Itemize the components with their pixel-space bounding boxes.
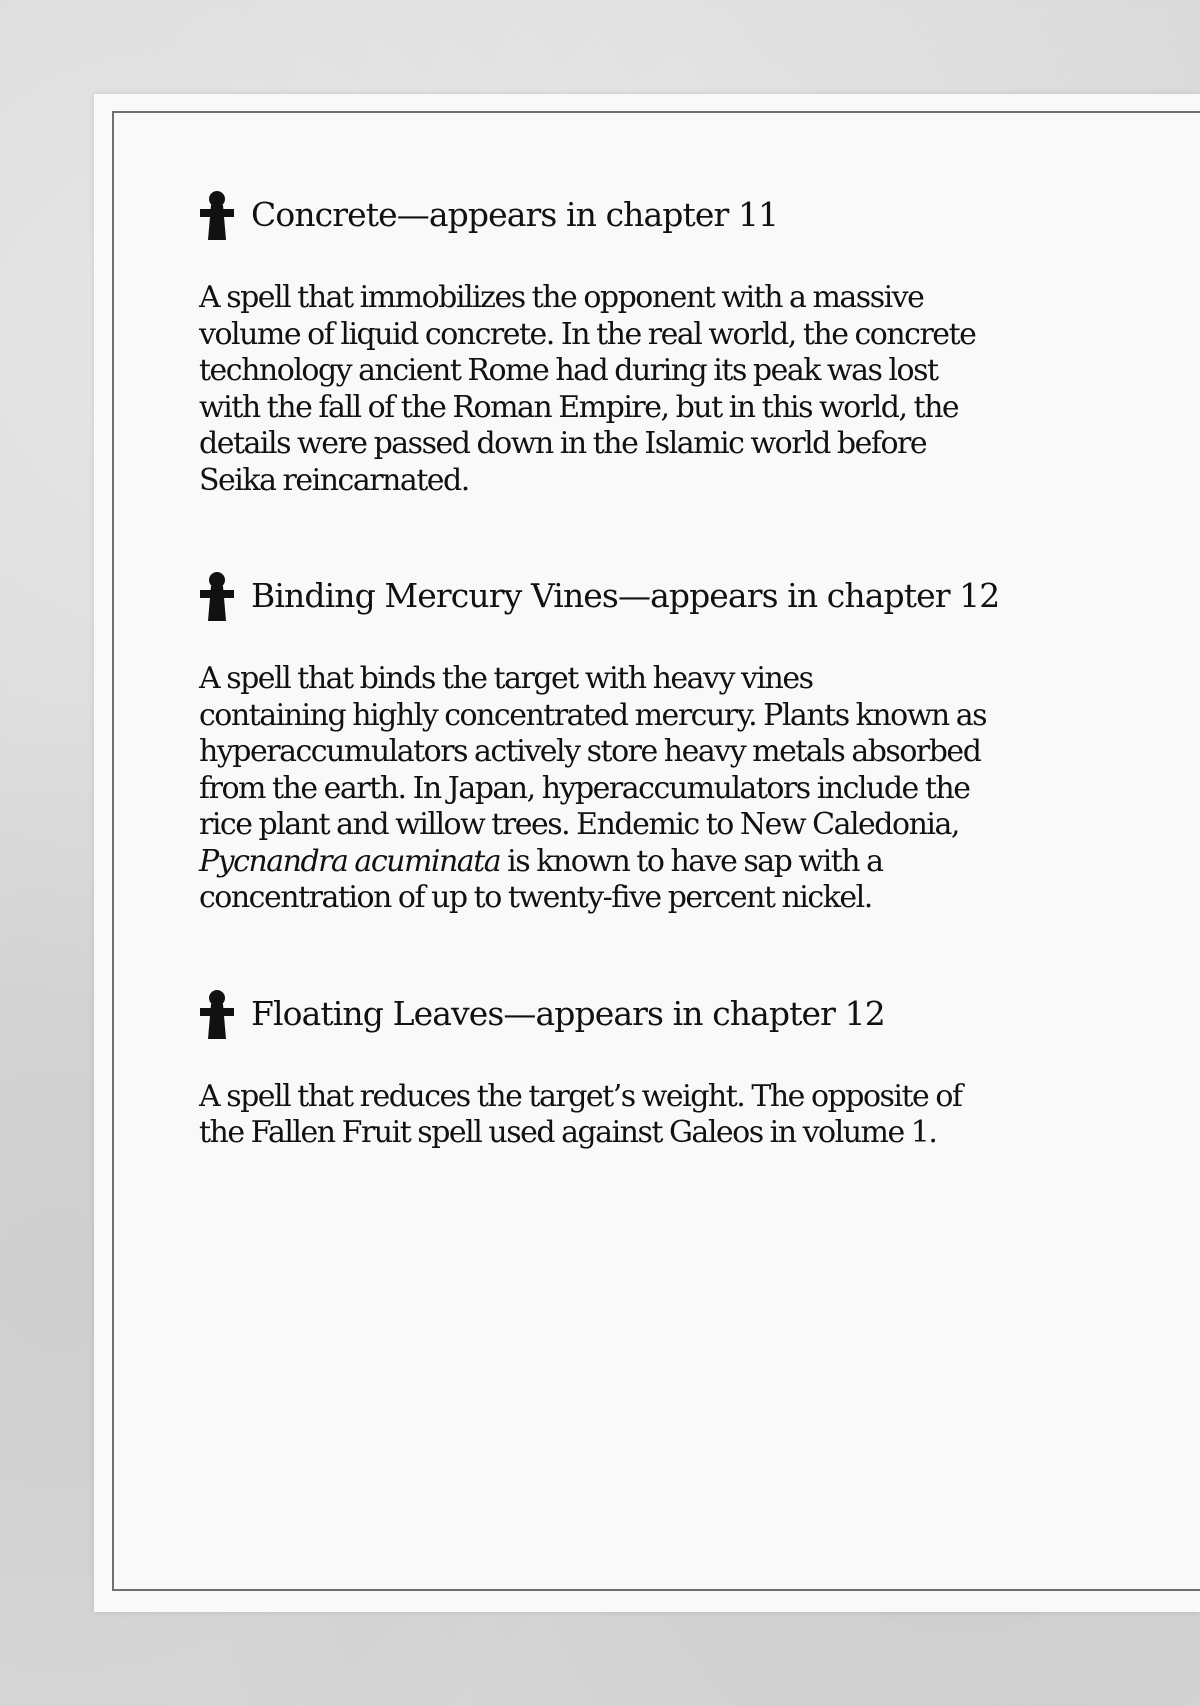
description-fragment: is known to have sap with a [500, 843, 883, 879]
description-line: A spell that immobilizes the opponent with a massive [199, 280, 924, 315]
glossary-entry-floating-leaves [199, 989, 1089, 1152]
species-name: Pycnandra acuminata [199, 843, 501, 879]
description-line: A spell that binds the target with heavy vines [199, 661, 813, 696]
glossary-content [199, 190, 1089, 1152]
keyhole-figure-icon [199, 989, 235, 1039]
entry-title: Binding Mercury Vines—appears in chapter 12 [251, 576, 1000, 615]
description-line: details were passed down in the Islamic world before [199, 426, 927, 461]
description-line: containing highly concentrated mercury. Plants known as [199, 697, 987, 733]
keyhole-figure-icon [199, 190, 235, 240]
description-line: from the earth. In Japan, hyperaccumulators include the [199, 770, 970, 806]
entry-heading [199, 190, 1089, 240]
description-line: hyperaccumulators actively store heavy metals absorbed [199, 734, 981, 769]
description-line: rice plant and willow trees. Endemic to New Caledonia, [199, 807, 959, 842]
description-line: with the fall of the Roman Empire, but in this world, the [199, 389, 959, 425]
description-line [199, 844, 1089, 881]
entry-heading [199, 571, 1089, 621]
description-line: technology ancient Rome had during its peak was lost [199, 353, 938, 388]
description-line: volume of liquid concrete. In the real world, the concrete [199, 316, 976, 352]
entry-description [199, 661, 1089, 917]
entry-heading [199, 989, 1089, 1039]
entry-title: Floating Leaves—appears in chapter 12 [251, 993, 885, 1033]
entry-title: Concrete—appears in chapter 11 [251, 195, 779, 234]
entry-description [199, 280, 1089, 499]
glossary-entry-binding-mercury-vines [199, 571, 1089, 917]
description-line: A spell that reduces the target’s weight. The opposite of [199, 1078, 962, 1114]
glossary-entry-concrete [199, 190, 1089, 499]
entry-description [199, 1079, 1089, 1152]
description-line: the Fallen Fruit spell used against Galeos in volume 1. [199, 1115, 937, 1150]
keyhole-figure-icon [199, 571, 235, 621]
description-line: concentration of up to twenty-five percent nickel. [199, 880, 872, 915]
description-line: Seika reincarnated. [199, 462, 469, 498]
